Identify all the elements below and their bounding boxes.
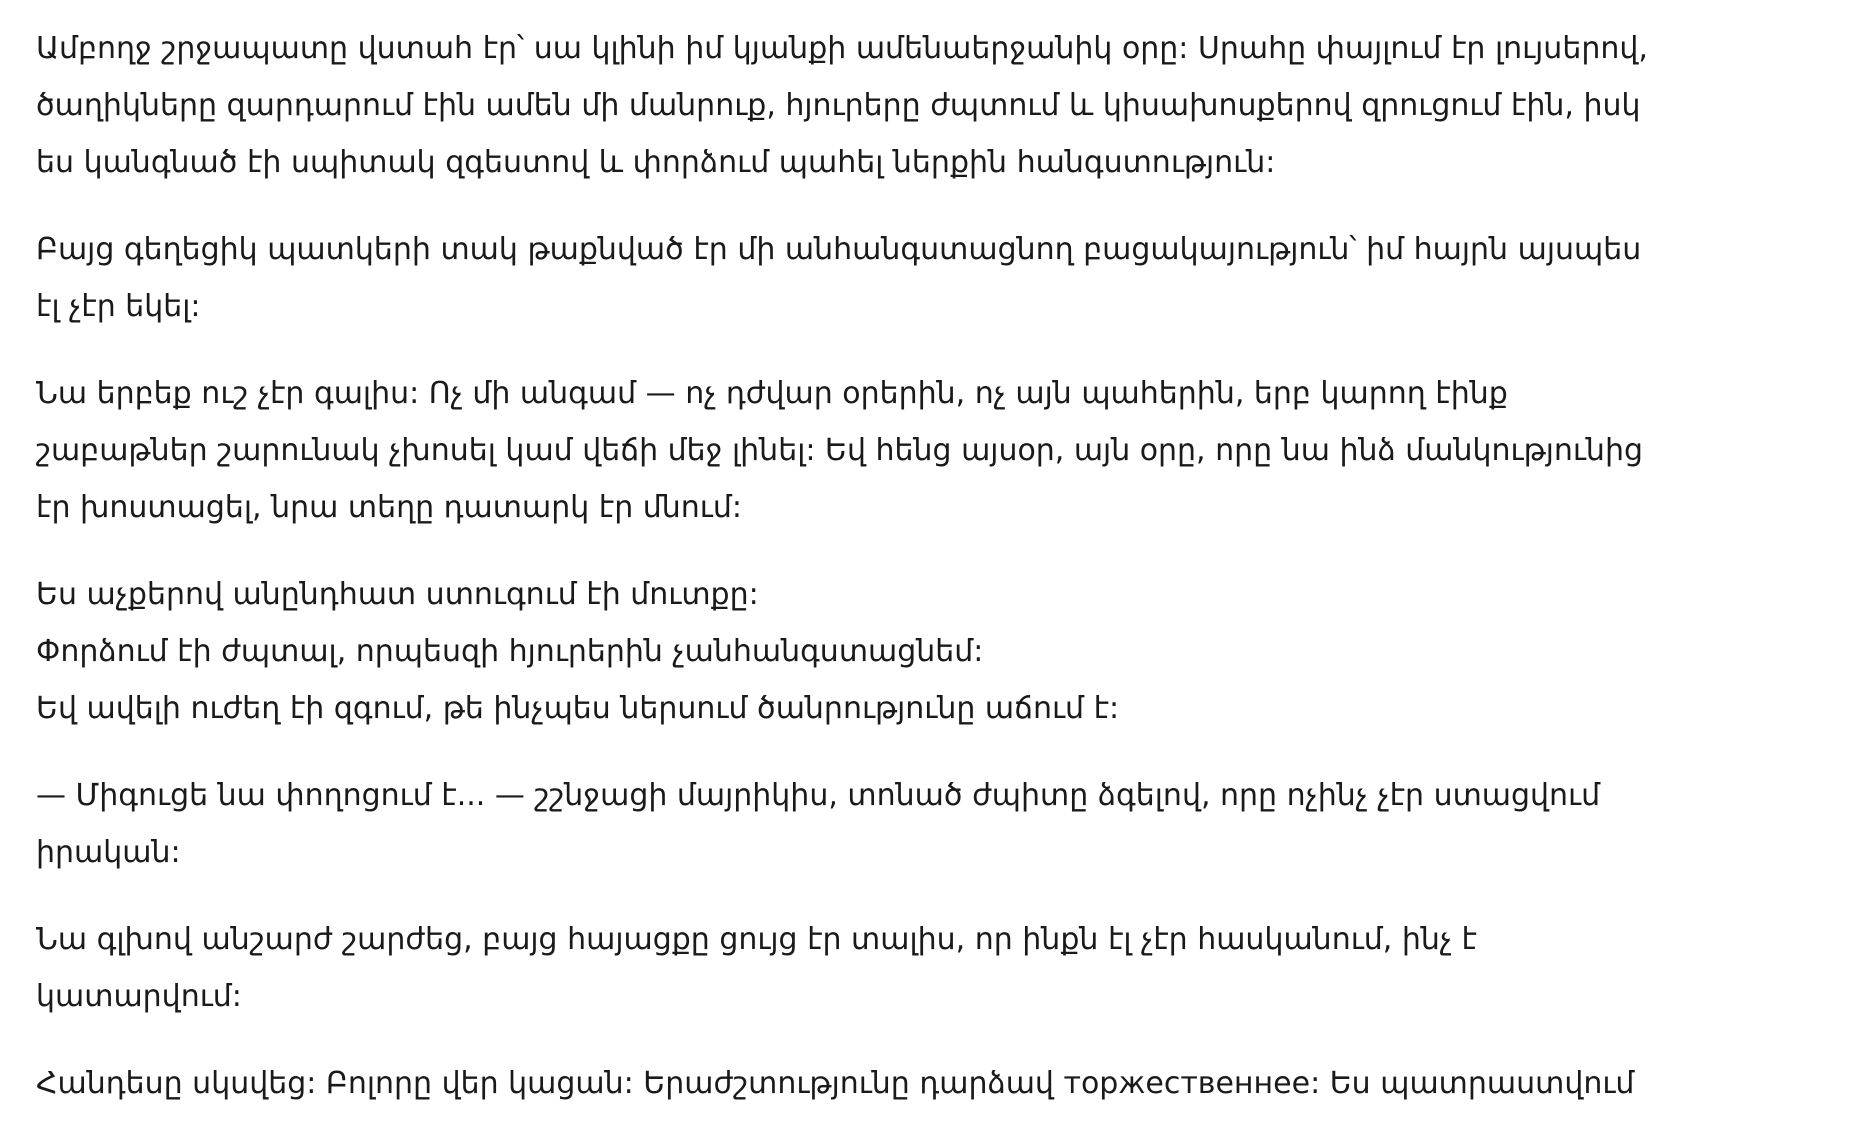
paragraph-7: Հանդեսը սկսվեց: Բոլորը վեր կացան: Երաժշտությունը դարձավ торжественнее: Ես պատրաստվում <box>36 1066 1635 1101</box>
document-body <box>36 20 1796 1142</box>
paragraph-6: Նա գլխով անշարժ շարժեց, բայց հայացքը ցույց էր տալիս, որ ինքն էլ չէր հասկանում, ինչ է կատարվում: <box>36 922 1477 1014</box>
paragraph-5: — Միգուցե նա փողոցում է... — շշնջացի մայրիկիս, տոնած ժպիտը ձգելով, որը ոչինչ չէր ստացվում իրական: <box>36 778 1601 870</box>
paragraph-1: Ամբողջ շրջապատը վստահ էր՝ սա կլինի իմ կյանքի ամենաերջանիկ օրը: Սրահը փայլում էր լույսերով, ծաղիկները զարդարում էին ամեն մի մանրուք, հյուրերը ժպտում և կիսախոսքերով զրուցում էին, իսկ ես կանգնած էի սպիտակ զգեստով և փորձում պահել ներքին հանգստություն: <box>36 31 1648 180</box>
paragraph-4: Ես աչքերով անընդհատ ստուգում էի մուտքը: Փորձում էի ժպտալ, որպեսզի հյուրերին չանհանգստացնեմ: Եվ ավելի ուժեղ էի զգում, թե ինչպես ներսում ծանրությունը աճում է: <box>36 577 1120 726</box>
paragraph-3: Նա երբեք ուշ չէր գալիս: Ոչ մի անգամ — ոչ դժվար օրերին, ոչ այն պահերին, երբ կարող էինք շաբաթներ շարունակ չխոսել կամ վեճի մեջ լինել: Եվ հենց այսօր, այն օրը, որը նա ինձ մանկությունից էր խոստացել, նրա տեղը դատարկ էր մնում: <box>36 376 1643 525</box>
paragraph-2: Բայց գեղեցիկ պատկերի տակ թաքնված էր մի անհանգստացնող բացակայություն՝ իմ հայրն այսպես էլ չէր եկել: <box>36 232 1642 324</box>
